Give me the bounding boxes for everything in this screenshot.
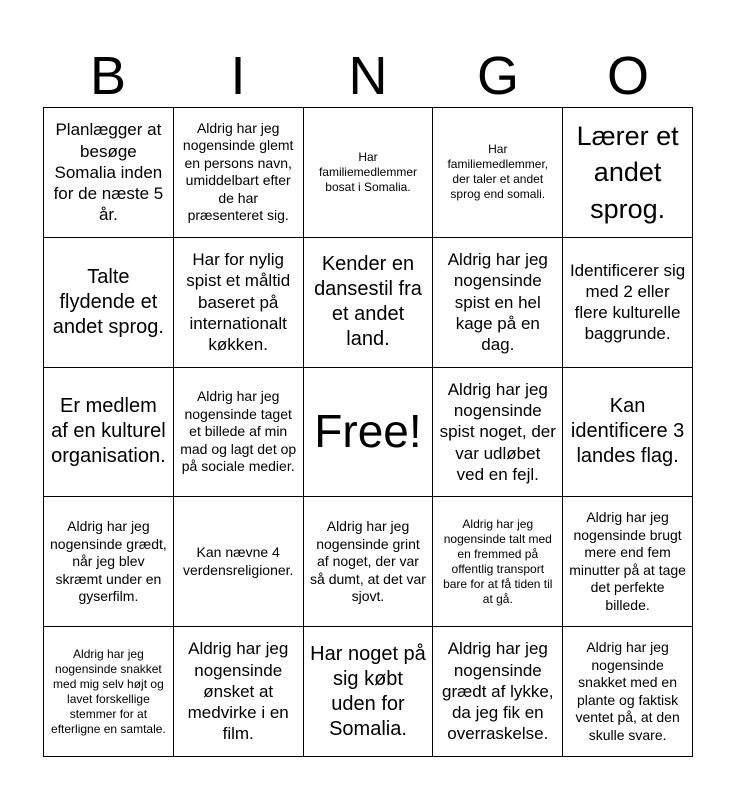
bingo-cell-r1c2[interactable]: [174, 108, 304, 238]
cell-text: Aldrig har jeg nogensinde taget et billede af min mad og lagt det op på sociale medier.: [180, 388, 297, 475]
cell-text: Har familiemedlemmer, der taler et andet sprog end somali.: [447, 142, 549, 202]
cell-text: Talte flydende et andet sprog.: [52, 265, 164, 338]
bingo-cell-r5c5[interactable]: [563, 627, 693, 757]
bingo-cell-r4c4[interactable]: [433, 497, 563, 627]
bingo-cell-r2c5[interactable]: [563, 238, 693, 368]
cell-text: Kan nævne 4 verdensreligioner.: [182, 544, 294, 578]
cell-text: Aldrig har jeg nogensinde grædt, når jeg blev skræmt under en gyserfilm.: [50, 518, 167, 605]
bingo-cell-r4c2[interactable]: [174, 497, 304, 627]
cell-text: Aldrig har jeg nogensinde spist noget, der var udløbet ved en fejl.: [439, 379, 556, 484]
cell-text: Er medlem af en kulturel organisation.: [51, 395, 166, 468]
bingo-cell-r3c4[interactable]: [433, 368, 563, 498]
bingo-cell-r1c1[interactable]: [44, 108, 174, 238]
header-letter-o: O: [606, 46, 649, 106]
header-letter-g: G: [476, 46, 519, 106]
header-letter-i: I: [230, 46, 246, 106]
cell-text: Har for nylig spist et måltid baseret på internationalt køkken.: [186, 250, 291, 355]
bingo-cell-r2c2[interactable]: [174, 238, 304, 368]
bingo-board: [43, 107, 693, 757]
bingo-cell-r2c1[interactable]: [44, 238, 174, 368]
cell-text: Aldrig har jeg nogensinde spist en hel kage på en dag.: [447, 250, 548, 355]
cell-text: Planlægger at besøge Somalia inden for de næste 5 år.: [53, 120, 164, 225]
cell-text: Aldrig har jeg nogensinde snakket med mig selv højt og lavet forskellige stemmer for at efterligne en samtale.: [51, 646, 166, 736]
bingo-cell-r3c5[interactable]: [563, 368, 693, 498]
bingo-cell-r5c4[interactable]: [433, 627, 563, 757]
cell-text: Kender en dansestil fra et andet land.: [314, 253, 422, 351]
cell-text: Kan identificere 3 landes flag.: [570, 395, 685, 468]
bingo-cell-r4c5[interactable]: [563, 497, 693, 627]
cell-text: Aldrig har jeg nogensinde grædt af lykke, da jeg fik en overraskelse.: [442, 639, 554, 744]
cell-text: Har noget på sig købt uden for Somalia.: [310, 642, 426, 740]
free-space-text: Free!: [314, 405, 422, 458]
bingo-cell-r2c4[interactable]: [433, 238, 563, 368]
cell-text: Aldrig har jeg nogensinde talt med en fremmed på offentlig transport bare for at få tiden til at gå.: [443, 516, 553, 606]
bingo-header: [43, 46, 693, 106]
cell-text: Aldrig har jeg nogensinde snakket med en plante og faktisk ventet på, at den skulle svare.: [575, 639, 680, 743]
bingo-cell-r2c3[interactable]: [304, 238, 434, 368]
cell-text: Identificerer sig med 2 eller flere kulturelle baggrunde.: [569, 260, 686, 344]
bingo-cell-r4c3[interactable]: [304, 497, 434, 627]
cell-text: Aldrig har jeg nogensinde brugt mere end fem minutter på at tage det perfekte billede.: [569, 509, 686, 613]
bingo-cell-r5c2[interactable]: [174, 627, 304, 757]
cell-text: Aldrig har jeg nogensinde glemt en persons navn, umiddelbart efter de har præsenteret sig.: [182, 119, 294, 224]
bingo-cell-r5c1[interactable]: [44, 627, 174, 757]
bingo-cell-r3c1[interactable]: [44, 368, 174, 498]
bingo-cell-r4c1[interactable]: [44, 497, 174, 627]
cell-text: Har familiemedlemmer bosat i Somalia.: [318, 149, 417, 194]
bingo-cell-r1c5[interactable]: [563, 108, 693, 238]
bingo-cell-r5c3[interactable]: [304, 627, 434, 757]
cell-text: Aldrig har jeg nogensinde grint af noget, der var så dumt, at det var sjovt.: [310, 518, 426, 605]
bingo-cell-r1c4[interactable]: [433, 108, 563, 238]
cell-text: Aldrig har jeg nogensinde ønsket at medvirke i en film.: [187, 639, 289, 744]
bingo-cell-free[interactable]: [304, 368, 434, 498]
header-letter-b: B: [89, 46, 127, 106]
header-letter-n: N: [348, 46, 388, 106]
cell-text: Lærer et andet sprog.: [576, 120, 679, 224]
bingo-cell-r1c3[interactable]: [304, 108, 434, 238]
bingo-cell-r3c2[interactable]: [174, 368, 304, 498]
